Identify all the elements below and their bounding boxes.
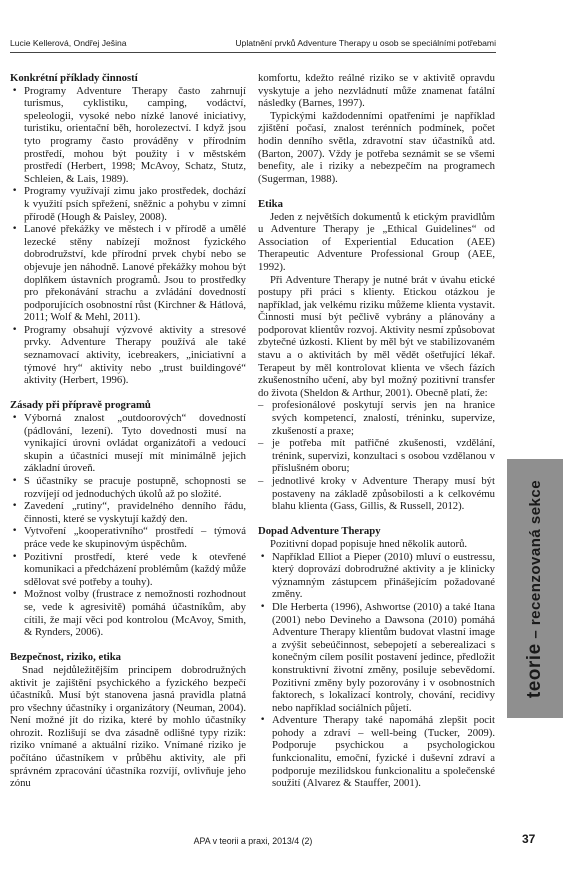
list-item: • Adventure Therapy také napomáhá zlepšit pocit pohody a zdraví – well-being (Tucker, 2009). Podporuje psychickou a psychologickou funkcionalitu, emoční, fyzické i duševní zdraví a podporuje mezilidskou funkcionalitu a společenské soužití (Alvarez & Stauffer, 2001). <box>258 714 495 790</box>
list-item: • Dle Herberta (1996), Ashwortse (2010) a také Itana (2001) nebo Devineho a Dawsona (2010) pomáhá Adventure Therapy klientům budovat vlastní image a zvýšit sebeúčinnost, sebepojetí a seberealizaci s konečným cílem posílit postavení jedince, předložit konstruktivní životní změny, posiluje sebevědomí. Pozitivní změny byly pozorovány i v osobnostních faktorech, s lokalizací kontroly, chování, recidivy nebo například sociálních půjetí. <box>258 601 495 714</box>
paragraph: Jeden z největších dokumentů k etickým pravidlům u Adventure Therapy je „Ethical Guidelines“ od Association of Experiential Education (AEE) Therapeutic Adventure Professional Group (AEE, 1992). <box>258 210 495 273</box>
running-header-authors: Lucie Kellerová, Ondřej Ješina <box>10 38 127 48</box>
side-tab-word: teorie <box>524 642 545 698</box>
section-heading-ethics: Etika <box>258 197 283 210</box>
list-item: • Například Elliot a Pieper (2010) mluví o eustressu, který doprovází dobrodružné aktivity a je klinicky významným zástupcem přinášejícím požadované změny. <box>258 551 495 601</box>
list-item: • Výborná znalost „outdoorových“ dovedností (pádlování, lezení). Tyto dovednosti musí na vynikající úrovni ovládat organizátoři a vedoucí skupin a účastníci musejí mít minimálně jejich základní úroveň. <box>10 412 246 475</box>
section-side-label <box>524 479 546 697</box>
list-item: • Možnost volby (frustrace z nemožnosti rozhodnout se, vede k agresivitě) pomáhá účastníkům, aby cítili, že mají věci pod kontrolou (McAvoy, Smith, & Rynders, 2006). <box>10 588 246 638</box>
spacer <box>258 513 495 526</box>
list-item: • Programy Adventure Therapy často zahrnují turismus, cyklistiku, camping, vodáctví, speleologii, vysoké nebo nízké lanové iniciativy, turistiku, orientační běh, horolezectví. I když jsou tyto programy často prováděny v přírodním prostředí, mohou být použity i v městském prostředí (Herbert, 1998; McAvoy, Schatz, Stutz, Schleien, & Lais, 1989). <box>10 85 246 186</box>
right-column <box>258 72 495 790</box>
page-number: 37 <box>522 832 536 846</box>
ethics-list <box>258 399 495 512</box>
section-heading-principles: Zásady při přípravě programů <box>10 399 151 412</box>
section-heading-activities: Konkrétní příklady činností <box>10 72 138 84</box>
paragraph: Snad nejdůležitějším principem dobrodružných aktivit je zajištění psychického a fyzického bezpečí účastníků. Musí být stanovena jasná pravidla platná pro všechny účastníky i organizátory (Neuman, 2004). Není možné jít do rizika, které by mohlo účastníky ohrozit. Rozlišují se dva zásadně odlišné typy rizik: riziko vnímané a aktuální riziko. Vnímané riziko je počítáno účastníkem v průběhu aktivity, ale při správném zpracování účastníka rozvíjí, ovlivňuje jeho zónu <box>10 663 246 790</box>
spacer <box>10 387 246 400</box>
spacer <box>258 185 495 198</box>
journal-footer: APA v teorii a praxi, 2013/4 (2) <box>193 836 313 846</box>
paragraph: komfortu, kdežto reálné riziko se v aktivitě opravdu vyskytuje a jeho nezvládnutí může znamenat fatální následky (Barnes, 1997). <box>258 72 495 110</box>
paragraph: Typickými každodenními opatřeními je například zjištění počasí, znalost terénních podmínek, počet hodin denního světla, zdravotní stav účastníků atd. (Barton, 2007). Vždy je potřeba seznámit se se všemi benefity, ale i riziky a nebezpečím na programech (Sugerman, 1988). <box>258 109 495 185</box>
list-item: • Pozitivní prostředí, které vede k otevřené komunikaci a předcházení problémům (každý může sdělovat své potřeby a touhy). <box>10 551 246 589</box>
principles-list <box>10 412 246 639</box>
section-heading-impact: Dopad Adventure Therapy <box>258 525 381 538</box>
list-item: • Zavedení „rutiny“, pravidelného denního řádu, činnosti, které se vyskytují každý den. <box>10 500 246 525</box>
list-item: – je potřeba mít patřičné zkušenosti, vzdělání, trénink, supervizi, konzultaci s osobou vzdělanou v příslušném oboru; <box>258 437 495 475</box>
list-item: • S účastníky se pracuje postupně, schopnosti se rozvíjejí od jednoduchých úkolů až po složité. <box>10 475 246 500</box>
list-item: • Programy využívají zimu jako prostředek, dochází k využití psích spřežení, sněžnic a pohybu v zimní přírodě (Hough & Paisley, 2008). <box>10 185 246 223</box>
left-column <box>10 72 246 790</box>
impact-list <box>258 551 495 790</box>
list-item: – jednotlivé kroky v Adventure Therapy musí být postaveny na základě způsobilosti a k celkovému blahu klienta (Gass, Gillis, & Russell, 2012). <box>258 475 495 513</box>
section-side-tab <box>507 459 563 718</box>
list-item: • Programy obsahují výzvové aktivity a stresové prvky. Adventure Therapy používá ale také seznamovací aktivity, icebreakers, „iniciativní a týmové hry“ aktivity nebo „trust buildingové“ aktivity (Herbert, 1996). <box>10 324 246 387</box>
spacer <box>10 639 246 652</box>
activities-list <box>10 85 246 387</box>
paragraph: Při Adventure Therapy je nutné brát v úvahu etické postupy při práci s klienty. Etickou otázkou je například, jak velkému riziku můžeme klienta vystavit. Činnosti musí být pečlivě vybrány a plánovány a podporovat klientův rozvoj. Aktivity nesmí způsobovat zbytečné úzkosti. Klient by měl být ve stabilizovaném stavu a o aktivitách by měl vědět ošetřující lékař. Terapeut by měl kontrolovat klienta ve všech fázích zkušenostního učení, aby byl možný pozitivní transfer do života (Sheldon & Arthur, 2001). Obecně platí, že: <box>258 273 495 399</box>
side-tab-rest: – recenzovaná sekce <box>527 479 544 639</box>
list-item: • Vytvoření „kooperativního“ prostředí – týmová práce vede ke skupinovým úspěchům. <box>10 525 246 550</box>
paragraph: Pozitivní dopad popisuje hned několik autorů. <box>270 537 468 550</box>
list-item: – profesionálové poskytují servis jen na hranice svých kompetencí, znalostí, tréninku, supervize, zkušeností a praxe; <box>258 399 495 437</box>
header-rule <box>10 52 496 53</box>
section-heading-safety: Bezpečnost, riziko, etika <box>10 651 122 664</box>
running-header-title: Uplatnění prvků Adventure Therapy u osob se speciálními potřebami <box>235 38 496 48</box>
list-item: • Lanové překážky ve městech i v přírodě a umělé lezecké stěny nabízejí možnost fyzického dobrodružství, kde přírodní prvek chybí nebo se objevuje jen náhodně. Lanové překážky mohou být doplňkem ústavních programů. Jsou to prostředky pro překonávání strachu a zvládání dovedností podporujících osobnostní růst (Kirchner & Hátlová, 2011; Wolf & Mehl, 2011). <box>10 223 246 324</box>
